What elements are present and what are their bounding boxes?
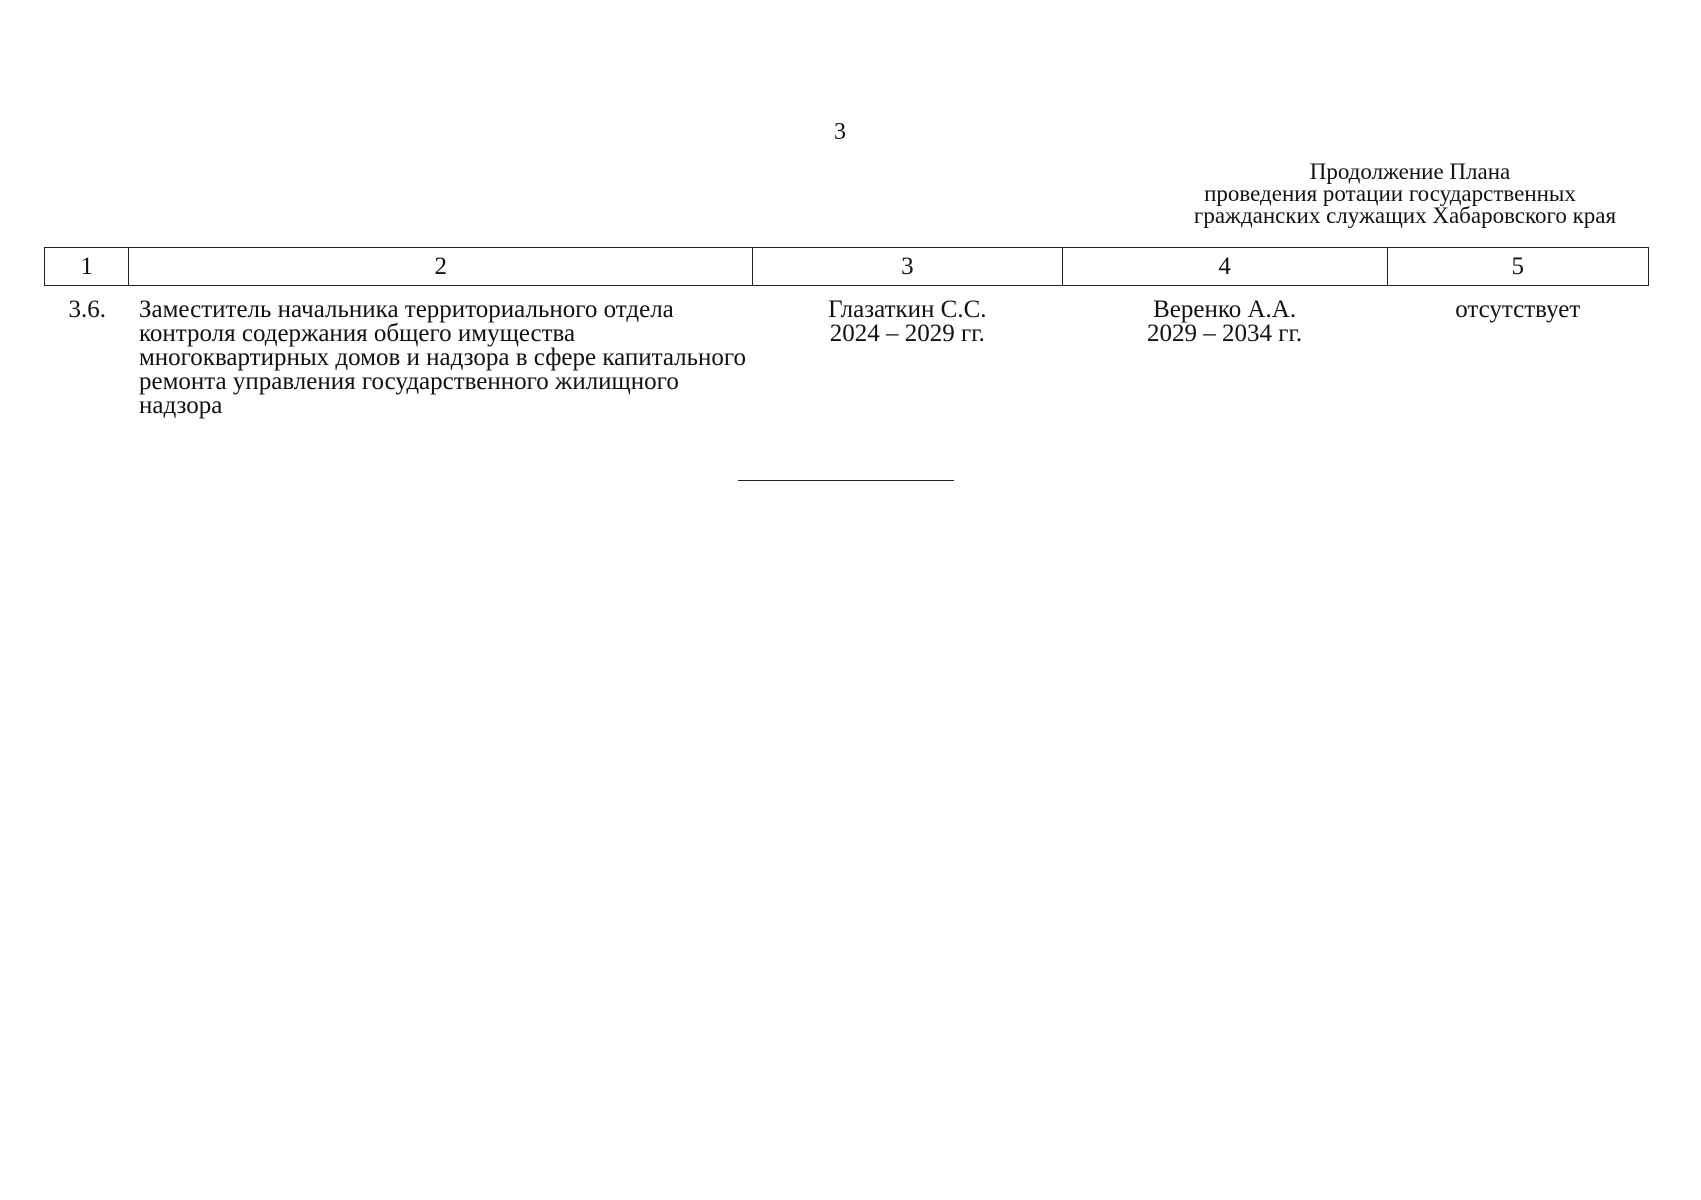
current-employee-name: Глазаткин С.С. xyxy=(828,296,987,323)
row-number: 3.6. xyxy=(68,296,106,323)
continuation-line-1: Продолжение Плана xyxy=(1309,159,1511,184)
column-header-2: 2 xyxy=(129,248,752,286)
reserve-status: отсутствует xyxy=(1455,296,1581,323)
continuation-heading xyxy=(1140,161,1640,227)
next-employee-name: Веренко А.А. xyxy=(1153,296,1297,323)
current-employee-cell xyxy=(752,286,1062,420)
column-header-4: 4 xyxy=(1062,248,1387,286)
position-title: Заместитель начальника территориального отдела контроля содержания общего имущества многоквартирных домов и надзора в сфере капитального ремонта управления государственного жилищного надзора xyxy=(138,296,747,419)
continuation-line-2: проведения ротации государственных xyxy=(1204,181,1576,206)
column-header-1: 1 xyxy=(45,248,129,286)
next-employee-cell xyxy=(1062,286,1387,420)
table-row xyxy=(45,286,1649,420)
reserve-cell xyxy=(1387,286,1649,420)
column-header-5: 5 xyxy=(1387,248,1649,286)
current-employee-period: 2024 – 2029 гг. xyxy=(829,320,985,347)
end-of-document-rule xyxy=(738,480,954,481)
rotation-plan-table xyxy=(44,247,1649,419)
next-employee-period: 2029 – 2034 гг. xyxy=(1146,320,1303,347)
column-header-3: 3 xyxy=(752,248,1062,286)
table-header-row xyxy=(45,248,1649,286)
table-header xyxy=(45,248,1649,286)
page-number: 3 xyxy=(834,119,846,145)
continuation-line-3: гражданских служащих Хабаровского края xyxy=(1193,203,1617,228)
